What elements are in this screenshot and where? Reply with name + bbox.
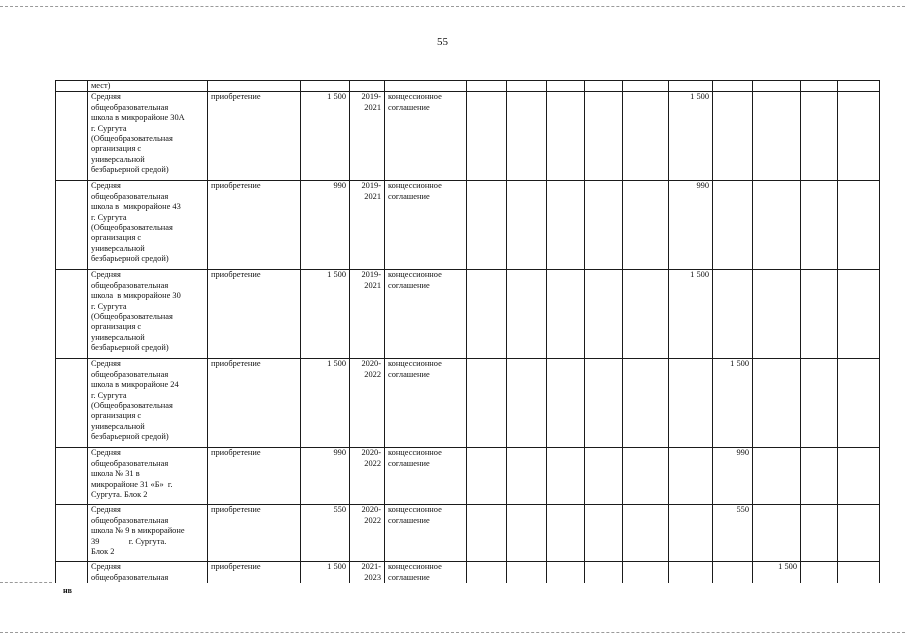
object-name: мест) bbox=[88, 81, 208, 92]
capacity-cell: 990 bbox=[301, 181, 350, 270]
table-row bbox=[56, 270, 880, 359]
years-cell: 2019- 2021 bbox=[350, 181, 385, 270]
years-cell: 2020- 2022 bbox=[350, 359, 385, 448]
method-cell: приобретение bbox=[208, 562, 301, 583]
table-row bbox=[56, 448, 880, 505]
method-cell: приобретение bbox=[208, 359, 301, 448]
capacity-value-cell: 990 bbox=[713, 448, 753, 505]
capacity-cell: 550 bbox=[301, 505, 350, 562]
page-number: 55 bbox=[437, 36, 448, 48]
table-row bbox=[56, 505, 880, 562]
partial-row bbox=[56, 81, 880, 92]
capacity-value-cell: 550 bbox=[713, 505, 753, 562]
table-row bbox=[56, 359, 880, 448]
object-name: Средняя общеобразовательная школа № 31 в микрорайоне 31 «Б» г. Сургута. Блок 2 bbox=[88, 448, 208, 505]
years-cell: 2021- 2023 bbox=[350, 562, 385, 583]
form-cell: концессионное соглашение bbox=[385, 92, 467, 181]
years-cell: 2019- 2021 bbox=[350, 92, 385, 181]
form-cell: концессионное соглашение bbox=[385, 181, 467, 270]
table-row bbox=[56, 181, 880, 270]
capacity-cell: 1 500 bbox=[301, 359, 350, 448]
form-cell: концессионное соглашение bbox=[385, 359, 467, 448]
scan-margin-mark bbox=[0, 582, 52, 583]
scan-edge-top bbox=[0, 6, 905, 7]
object-name: Средняя общеобразовательная школа в микрорайоне 24 г. Сургута (Общеобразовательная организация с универсальной безбарьерной средой) bbox=[88, 359, 208, 448]
method-cell: приобретение bbox=[208, 505, 301, 562]
method-cell: приобретение bbox=[208, 448, 301, 505]
table-row bbox=[56, 92, 880, 181]
object-name: Средняя общеобразовательная школа в микрорайоне 43 г. Сургута (Общеобразовательная организация с универсальной безбарьерной средой) bbox=[88, 181, 208, 270]
capacity-cell: 1 500 bbox=[301, 562, 350, 583]
capacity-value-cell: 1 500 bbox=[753, 562, 801, 583]
method-cell: приобретение bbox=[208, 92, 301, 181]
table-row bbox=[56, 562, 880, 583]
capacity-cell: 1 500 bbox=[301, 92, 350, 181]
years-cell: 2019- 2021 bbox=[350, 270, 385, 359]
capacity-cell: 1 500 bbox=[301, 270, 350, 359]
capacity-value-cell: 1 500 bbox=[669, 92, 713, 181]
object-name: Средняя общеобразовательная школа № 9 в микрорайоне 39 г. Сургута. Блок 2 bbox=[88, 505, 208, 562]
years-cell: 2020- 2022 bbox=[350, 448, 385, 505]
years-cell: 2020- 2022 bbox=[350, 505, 385, 562]
method-cell: приобретение bbox=[208, 181, 301, 270]
capacity-cell: 990 bbox=[301, 448, 350, 505]
form-cell: концессионное соглашение bbox=[385, 505, 467, 562]
method-cell: приобретение bbox=[208, 270, 301, 359]
object-name: Средняя общеобразовательная bbox=[88, 562, 208, 583]
document-table bbox=[55, 80, 880, 583]
scan-edge-bottom bbox=[0, 632, 905, 633]
footer-mark: нв bbox=[63, 586, 72, 595]
object-name: Средняя общеобразовательная школа в микрорайоне 30 г. Сургута (Общеобразовательная организация с универсальной безбарьерной средой) bbox=[88, 270, 208, 359]
object-name: Средняя общеобразовательная школа в микрорайоне 30А г. Сургута (Общеобразовательная организация с универсальной безбарьерной средой) bbox=[88, 92, 208, 181]
form-cell: концессионное соглашение bbox=[385, 562, 467, 583]
capacity-value-cell: 1 500 bbox=[713, 359, 753, 448]
form-cell: концессионное соглашение bbox=[385, 270, 467, 359]
capacity-value-cell: 990 bbox=[669, 181, 713, 270]
capacity-value-cell: 1 500 bbox=[669, 270, 713, 359]
form-cell: концессионное соглашение bbox=[385, 448, 467, 505]
